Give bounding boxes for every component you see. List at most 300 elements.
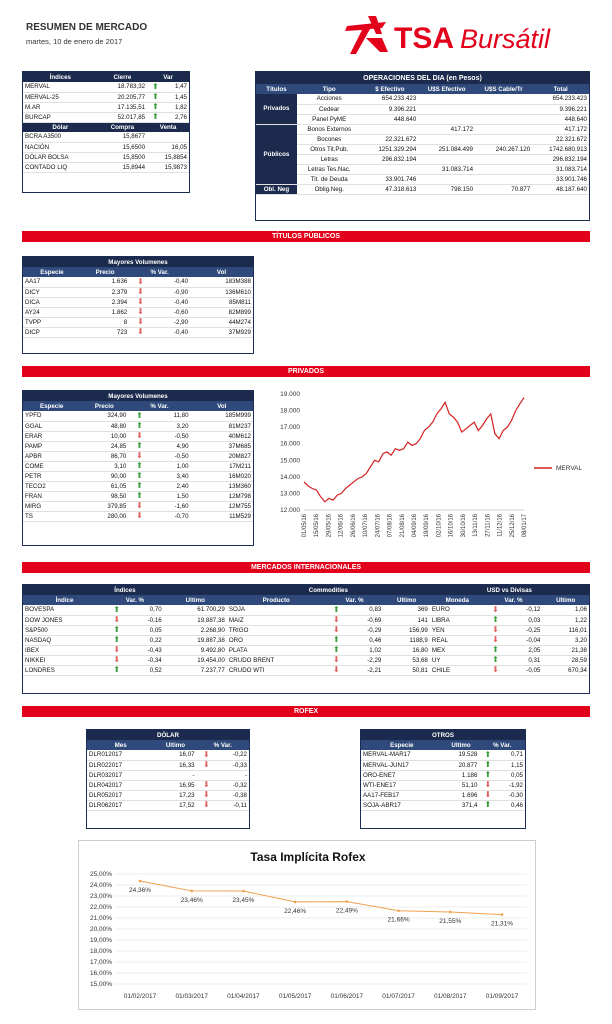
dolar-buy: 15,8944	[98, 162, 147, 172]
x-tick-label: 01/05/16	[302, 514, 308, 538]
arrow-up-icon: ⬆	[492, 615, 499, 624]
x-tick-label: 27/11/16	[485, 514, 492, 537]
table-row	[87, 770, 249, 780]
volumen: 37M929	[190, 327, 253, 337]
contrato: DLR042017	[87, 780, 154, 790]
especie: PAMP	[23, 441, 80, 451]
precio: 24,85	[80, 441, 128, 451]
especie: TS	[23, 511, 80, 521]
var-arrow-cell	[128, 411, 150, 421]
arrow-up-icon: ⬆	[492, 655, 499, 664]
op-usd	[418, 174, 475, 184]
ultimo: 670,34	[542, 665, 589, 675]
contrato: DLR012017	[87, 750, 154, 760]
arrow-up-icon: ⬆	[113, 665, 121, 674]
y-tick-label: 17.000	[280, 424, 300, 432]
ultimo: -	[154, 770, 196, 780]
op-usd	[418, 114, 475, 124]
arrow-down-icon: ⬇	[137, 317, 144, 326]
arrow-down-icon: ⬇	[137, 327, 144, 336]
y-tick-label: 17,00%	[89, 959, 112, 966]
op-ars: 654.233.423	[362, 94, 419, 104]
y-tick-label: 13.000	[280, 490, 300, 498]
x-tick-label: 01/02/2017	[123, 993, 157, 1000]
volumen: 16M020	[191, 471, 253, 481]
group-header: Commodities	[227, 585, 430, 595]
op-usd: 31.083.714	[418, 164, 475, 174]
col-header: Especie	[23, 401, 80, 411]
arrow-down-icon: ⬇	[202, 780, 210, 789]
table-row	[87, 760, 249, 770]
var-pct: 0,46	[496, 800, 525, 810]
var-pct: 0,31	[506, 655, 542, 665]
op-cable	[475, 134, 532, 144]
y-tick-label: 23,00%	[89, 893, 112, 900]
op-ars: 47.318.613	[362, 184, 419, 194]
table-row	[361, 750, 525, 760]
var-arrow-cell	[106, 645, 127, 655]
ultimo: 53,68	[383, 655, 430, 665]
var-pct: -0,43	[127, 645, 163, 655]
arrow-up-icon: ⬆	[484, 760, 492, 769]
arrow-down-icon: ⬇	[136, 501, 143, 510]
tsa-logo	[342, 12, 592, 60]
op-total: 654.233.423	[532, 94, 589, 104]
operaciones-panel	[255, 71, 590, 221]
var-arrow-cell	[326, 605, 347, 615]
arrow-up-icon: ⬆	[484, 800, 492, 809]
var-pct: -0,30	[496, 790, 525, 800]
var-pct: 0,70	[127, 605, 163, 615]
arrow-down-icon: ⬇	[492, 635, 499, 644]
x-tick-label: 01/09/2017	[485, 993, 519, 1000]
table-row	[23, 162, 189, 172]
index-value: 20.205,77	[98, 92, 147, 102]
ultimo: 21,38	[542, 645, 589, 655]
ultimo: 141	[383, 615, 430, 625]
op-total: 1742.680.913	[532, 144, 589, 154]
var-pct: -0,40	[152, 327, 190, 337]
ultimo: 20.877	[443, 760, 480, 770]
col-header: Índice	[23, 595, 106, 605]
volumen: 85M811	[190, 297, 253, 307]
var-pct: -0,33	[216, 760, 249, 770]
var-pct: -0,60	[152, 307, 190, 317]
privados-table	[22, 390, 254, 546]
x-tick-label: 11/12/16	[497, 514, 504, 537]
precio: 86,70	[80, 451, 128, 461]
col-header: Venta	[147, 122, 189, 132]
volumen: 81M237	[191, 421, 253, 431]
table-row	[256, 144, 589, 154]
var-pct: -0,05	[506, 665, 542, 675]
data-point	[190, 890, 193, 893]
ultimo: 16,07	[154, 750, 196, 760]
op-cable	[475, 154, 532, 164]
report-date: martes, 10 de enero de 2017	[26, 37, 123, 46]
var-arrow-cell	[479, 800, 496, 810]
op-total: 48.187.640	[532, 184, 589, 194]
arrow-up-icon: ⬆	[333, 635, 340, 644]
table-row	[23, 317, 253, 327]
var-arrow-cell	[106, 655, 127, 665]
x-tick-label: 30/10/16	[460, 514, 467, 538]
market-name: CHILE	[430, 665, 485, 675]
table-row	[361, 780, 525, 790]
var-arrow-cell	[106, 635, 127, 645]
x-tick-label: 01/06/2017	[330, 993, 364, 1000]
var-pct: -0,25	[506, 625, 542, 635]
var-arrow-cell	[129, 287, 152, 297]
market-name: SOJA	[227, 605, 326, 615]
dolar-buy: 15,8500	[98, 152, 147, 162]
x-tick-label: 01/05/2017	[278, 993, 312, 1000]
market-name: DOW JONES	[23, 615, 106, 625]
var-pct: 1,02	[347, 645, 383, 655]
var-arrow-cell	[326, 635, 347, 645]
var-arrow-cell	[479, 770, 496, 780]
var-arrow-cell	[128, 451, 150, 461]
arrow-up-icon: ⬆	[136, 481, 143, 490]
data-point	[449, 911, 452, 914]
col-header: Tipo	[297, 84, 362, 94]
precio: 723	[81, 327, 129, 337]
precio: 3,10	[80, 461, 128, 471]
data-label: 23,45%	[232, 897, 255, 905]
var-pct: 0,46	[347, 635, 383, 645]
volumen: 40M612	[191, 431, 253, 441]
var-pct: 2,40	[151, 481, 191, 491]
table-row	[23, 112, 189, 122]
precio: 61,05	[80, 481, 128, 491]
table-row	[23, 327, 253, 337]
market-name: MEX	[430, 645, 485, 655]
data-label: 22,49%	[335, 907, 358, 915]
y-tick-label: 18,00%	[89, 948, 112, 955]
col-header: Total	[532, 84, 589, 94]
ultimo: 28,59	[542, 655, 589, 665]
table-row	[23, 441, 253, 451]
var-pct: -0,11	[216, 800, 249, 810]
index-var: 1,47	[164, 82, 189, 92]
op-tipo: Bocones	[297, 134, 362, 144]
col-header: Moneda	[430, 595, 485, 605]
arrow-up-icon: ⬆	[136, 461, 143, 470]
col-header: Ultimo	[443, 740, 480, 750]
ultimo: 17,23	[154, 790, 196, 800]
market-name: NIKKEI	[23, 655, 106, 665]
var-pct: -0,40	[152, 297, 190, 307]
table-row	[256, 184, 589, 194]
ultimo: 19.887,38	[164, 635, 227, 645]
contrato: MERVAL-JUN17	[361, 760, 443, 770]
col-header: % Var.	[479, 740, 525, 750]
table-row	[23, 152, 189, 162]
op-ars: 22.321.672	[362, 134, 419, 144]
var-pct: -0,90	[152, 287, 190, 297]
col-header: Vol	[190, 267, 253, 277]
volumen: 185M999	[191, 411, 253, 421]
col-header: Producto	[227, 595, 326, 605]
col-header: % Var.	[197, 740, 249, 750]
table-row	[23, 102, 189, 112]
market-name: ORO	[227, 635, 326, 645]
var-arrow-cell	[479, 780, 496, 790]
arrow-up-icon: ⬆	[152, 92, 159, 101]
table-row	[23, 461, 253, 471]
op-total: 33.901.746	[532, 174, 589, 184]
dolar-sell: 15,9873	[147, 162, 189, 172]
ultimo: 19.454,00	[164, 655, 227, 665]
precio: 1.862	[81, 307, 129, 317]
dolar-buy: 15,6500	[98, 142, 147, 152]
table-row	[23, 615, 589, 625]
table-row	[23, 665, 589, 675]
index-value: 18.783,32	[98, 82, 147, 92]
op-ars	[362, 164, 419, 174]
x-tick-label: 01/08/2017	[434, 993, 467, 1000]
var-arrow-cell	[479, 750, 496, 760]
ultimo: 371,4	[443, 800, 480, 810]
table-row	[23, 605, 589, 615]
col-header: Ultimo	[154, 740, 196, 750]
volumen: 183M388	[190, 277, 253, 287]
col-header: % Var.	[129, 267, 190, 277]
precio: 8	[81, 317, 129, 327]
x-tick-label: 13/11/16	[473, 514, 480, 537]
group-header: Índices	[23, 585, 227, 595]
ultimo: 16,95	[154, 780, 196, 790]
volumen: 20M827	[191, 451, 253, 461]
ultimo: 369	[383, 605, 430, 615]
volumen: 82M899	[190, 307, 253, 317]
contrato: MERVAL-MAR17	[361, 750, 443, 760]
dolar-sell: 16,05	[147, 142, 189, 152]
table-row	[23, 82, 189, 92]
op-usd: 251.084.499	[418, 144, 475, 154]
var-arrow-cell	[129, 327, 152, 337]
var-pct: 3,20	[151, 421, 191, 431]
var-pct: -0,38	[216, 790, 249, 800]
var-pct: -2,29	[347, 655, 383, 665]
report-title: RESUMEN DE MERCADO	[26, 22, 148, 33]
col-header: Ultimo	[542, 595, 589, 605]
col-header: Títulos	[256, 84, 297, 94]
op-cable	[475, 94, 532, 104]
var-arrow-cell	[128, 491, 150, 501]
data-label: 21,55%	[439, 917, 462, 925]
table-row	[23, 92, 189, 102]
table-title: DÓLAR	[87, 730, 249, 740]
op-ars: 1251.329.294	[362, 144, 419, 154]
x-tick-label: 10/07/16	[363, 514, 370, 538]
arrow-down-icon: ⬇	[136, 431, 143, 440]
y-tick-label: 25,00%	[89, 871, 112, 878]
ultimo: 51,10	[443, 780, 480, 790]
group-header: USD vs Divisas	[430, 585, 589, 595]
data-point	[294, 901, 297, 904]
op-cable	[475, 104, 532, 114]
volumen: 11M529	[191, 511, 253, 521]
var-arrow-cell	[479, 790, 496, 800]
var-pct: -1,60	[151, 501, 191, 511]
var-arrow-cell	[147, 112, 164, 122]
col-header: $ Efectivo	[362, 84, 419, 94]
col-header: Var. %	[106, 595, 164, 605]
merval-line-chart	[262, 386, 592, 548]
var-pct: 2,05	[506, 645, 542, 655]
especie: AA17	[23, 277, 81, 287]
volumen: 17M211	[191, 461, 253, 471]
arrow-up-icon: ⬆	[152, 81, 159, 91]
x-tick-label: 01/04/2017	[227, 993, 260, 1000]
precio: 324,90	[80, 411, 128, 421]
volumen: 13M360	[191, 481, 253, 491]
var-arrow-cell	[106, 615, 127, 625]
svg-text:Bursátil: Bursátil	[460, 24, 551, 54]
ultimo: 19.887,38	[164, 615, 227, 625]
section-bar-privados: PRIVADOS	[22, 366, 590, 377]
logo-text: TSA	[394, 22, 454, 55]
op-usd: 417.172	[418, 124, 475, 134]
index-var: 2,76	[164, 112, 189, 122]
arrow-down-icon: ⬇	[333, 625, 340, 634]
col-header: Ultimo	[164, 595, 227, 605]
col-header: Var. %	[326, 595, 384, 605]
op-cable: 240.267.120	[475, 144, 532, 154]
var-arrow-cell	[485, 615, 506, 625]
var-arrow-cell	[128, 471, 150, 481]
arrow-down-icon: ⬇	[137, 287, 144, 296]
var-pct: -2,21	[347, 665, 383, 675]
ultimo: 1188,9	[383, 635, 430, 645]
especie: TVPP	[23, 317, 81, 327]
titulos-group-label: Obl. Neg	[256, 184, 297, 194]
var-arrow-cell	[129, 317, 152, 327]
index-name: MERVAL-25	[23, 92, 98, 102]
var-arrow-cell	[128, 461, 150, 471]
col-header: Compra	[98, 122, 147, 132]
arrow-down-icon: ⬇	[113, 655, 121, 664]
data-label: 24,36%	[128, 887, 152, 895]
volumen: 44M274	[190, 317, 253, 327]
var-pct: -0,12	[506, 605, 542, 615]
var-arrow-cell	[326, 665, 347, 675]
market-name: LONDRES	[23, 665, 106, 675]
table-row	[256, 154, 589, 164]
dolar-sell	[147, 132, 189, 142]
x-tick-label: 29/05/16	[326, 514, 333, 538]
op-tipo: Bonos Externos	[297, 124, 362, 134]
var-arrow-cell	[197, 800, 216, 810]
op-ars	[362, 124, 419, 134]
var-pct: -0,16	[127, 615, 163, 625]
titulos-publicos-table	[22, 256, 254, 354]
arrow-down-icon: ⬇	[202, 760, 210, 769]
col-header: U$S Cable/Tr	[475, 84, 532, 94]
index-name: BURCAP	[23, 112, 98, 122]
table-row	[256, 164, 589, 174]
var-arrow-cell	[147, 82, 164, 92]
op-total: 31.083.714	[532, 164, 589, 174]
col-header: Índices	[23, 72, 98, 82]
var-arrow-cell	[106, 665, 127, 675]
table-title: Mayores Volumenes	[23, 257, 253, 267]
market-name: REAL	[430, 635, 485, 645]
contrato: DLR032017	[87, 770, 154, 780]
var-arrow-cell	[326, 625, 347, 635]
especie: PETR	[23, 471, 80, 481]
especie: AY24	[23, 307, 81, 317]
col-header: Var. %	[485, 595, 543, 605]
arrow-down-icon: ⬇	[492, 665, 499, 674]
var-arrow-cell	[106, 625, 127, 635]
ultimo: 7.237,77	[164, 665, 227, 675]
index-name: MERVAL	[23, 82, 98, 92]
var-pct: 0,52	[127, 665, 163, 675]
op-tipo: Tit. de Deuda	[297, 174, 362, 184]
var-arrow-cell	[128, 441, 150, 451]
arrow-up-icon: ⬆	[152, 102, 159, 111]
op-ars: 33.901.746	[362, 174, 419, 184]
market-name: CRUDO BRENT	[227, 655, 326, 665]
table-row	[256, 124, 589, 134]
arrow-down-icon: ⬇	[492, 625, 499, 634]
section-bar-titulos-publicos: TÍTULOS PÚBLICOS	[22, 231, 590, 242]
precio: 1.636	[81, 277, 129, 287]
op-total: 448.640	[532, 114, 589, 124]
table-title: OTROS	[361, 730, 525, 740]
index-name: M.AR	[23, 102, 98, 112]
market-name: BOVESPA	[23, 605, 106, 615]
contrato: DLR022017	[87, 760, 154, 770]
var-pct: -0,40	[152, 277, 190, 287]
x-tick-label: 01/07/2017	[382, 993, 415, 1000]
table-row	[256, 94, 589, 104]
table-row	[361, 770, 525, 780]
var-arrow-cell	[485, 605, 506, 615]
volumen: 12M755	[191, 501, 253, 511]
chart-title: Tasa Implícita Rofex	[250, 850, 366, 864]
var-arrow-cell	[128, 431, 150, 441]
col-header: % Var.	[128, 401, 190, 411]
arrow-down-icon: ⬇	[333, 615, 340, 624]
precio: 2.379	[81, 287, 129, 297]
precio: 90,00	[80, 471, 128, 481]
var-arrow-cell	[485, 635, 506, 645]
arrow-down-icon: ⬇	[333, 665, 340, 674]
var-arrow-cell	[326, 615, 347, 625]
arrow-down-icon: ⬇	[333, 655, 340, 664]
table-row	[256, 114, 589, 124]
arrow-down-icon: ⬇	[492, 604, 499, 614]
especie: GGAL	[23, 421, 80, 431]
table-row	[23, 451, 253, 461]
dolar-sell: 15,8854	[147, 152, 189, 162]
var-arrow-cell	[128, 481, 150, 491]
ultimo: 2.268,90	[164, 625, 227, 635]
op-cable	[475, 114, 532, 124]
arrow-down-icon: ⬇	[136, 511, 143, 520]
op-tipo: Letras Tes.Nac.	[297, 164, 362, 174]
var-arrow-cell	[147, 102, 164, 112]
op-tipo: Otros Tit.Pub.	[297, 144, 362, 154]
table-row	[256, 134, 589, 144]
table-row	[361, 760, 525, 770]
table-row	[23, 625, 589, 635]
data-label: 22,46%	[284, 907, 307, 915]
col-header: Vol	[191, 401, 253, 411]
